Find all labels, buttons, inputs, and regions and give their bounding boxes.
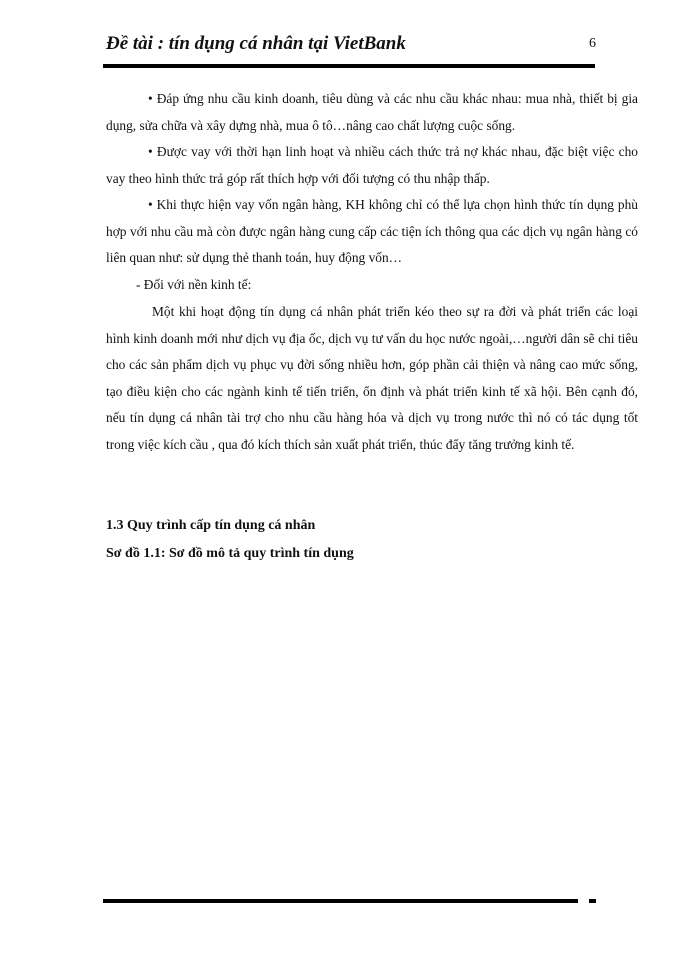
footer-rule [103, 899, 578, 903]
header-rule [103, 64, 595, 68]
economy-paragraph: Một khi hoạt động tín dụng cá nhân phát triển kéo theo sự ra đời và phát triển các loại hình kinh doanh mới như dịch vụ địa ốc, dịch vụ tư vấn du học nước ngoài,…người dân sẽ chi tiêu cho các sản phẩm dịch vụ phục vụ đời sống nhiều hơn, góp phần cải thiện và nâng cao mức sống, tạo điều kiện cho các ngành kinh tế tiến triển, ổn định và phát triển kinh tế xã hội. Bên cạnh đó, nếu tín dụng cá nhân tài trợ cho nhu cầu hàng hóa và dịch vụ trong nước thì nó có tác dụng tốt trong việc kích cầu , qua đó kích thích sản xuất phát triển, thúc đẩy tăng trưởng kinh tế. [106, 304, 638, 452]
bullet-paragraph-bank-services: • Khi thực hiện vay vốn ngân hàng, KH không chỉ có thể lựa chọn hình thức tín dụng phù hợp với nhu cầu mà còn được ngân hàng cung cấp các tiện ích thông qua các dịch vụ ngân hàng có liên quan như: sử dụng thẻ thanh toán, huy động vốn… [106, 197, 638, 266]
diagram-caption: Sơ đồ 1.1: Sơ đồ mô tả quy trình tín dụng [106, 546, 354, 561]
economy-subheading: - Đối với nền kinh tế: [136, 277, 252, 292]
bullet-paragraph-needs: • Đáp ứng nhu cầu kinh doanh, tiêu dùng và các nhu cầu khác nhau: mua nhà, thiết bị gia dụng, sửa chữa và xây dựng nhà, mua ô tô…nâng cao chất lượng cuộc sống. [106, 91, 638, 133]
footer-mark [589, 899, 596, 903]
page-number: 6 [589, 36, 596, 51]
document-header-title: Đề tài : tín dụng cá nhân tại VietBank [106, 33, 406, 54]
bullet-paragraph-flexible-loans: • Được vay với thời hạn linh hoạt và nhiều cách thức trả nợ khác nhau, đặc biệt việc cho vay theo hình thức trả góp rất thích hợp với đối tượng có thu nhập thấp. [106, 144, 638, 186]
section-heading: 1.3 Quy trình cấp tín dụng cá nhân [106, 518, 316, 533]
